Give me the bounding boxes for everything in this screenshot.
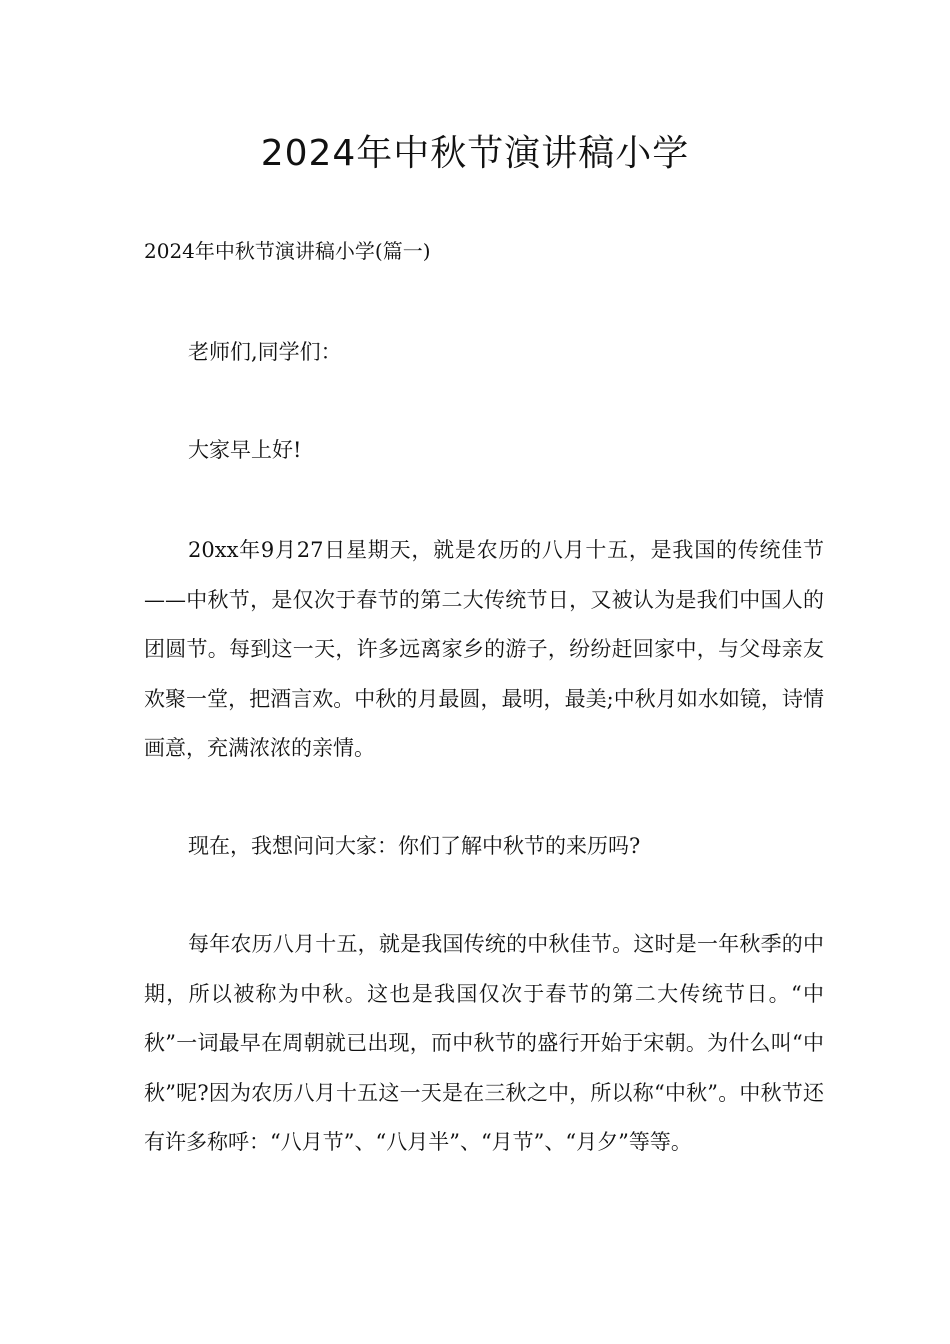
paragraph-greeting: 老师们,同学们： (188, 340, 342, 364)
paragraph-morning: 大家早上好! (188, 438, 302, 462)
section-subtitle: 2024年中秋节演讲稿小学(篇一) (144, 239, 431, 263)
paragraph-question: 现在，我想问问大家：你们了解中秋节的来历吗? (188, 834, 641, 858)
paragraph-history: 每年农历八月十五，就是我国传统的中秋佳节。这时是一年秋季的中期，所以被称为中秋。这也是我国仅次于春节的第二大传统节日。“中秋”一词最早在周朝就已出现，而中秋节的盛行开始于宋朝。为什么叫“中秋”呢?因为农历八月十五这一天是在三秋之中，所以称“中秋”。中秋节还有许多称呼：“八月节”、“八月半”、“月节”、“月夕”等等。 (144, 932, 824, 1154)
document-title: 2024年中秋节演讲稿小学 (260, 133, 690, 174)
paragraph-date: 20xx年9月27日星期天，就是农历的八月十五，是我国的传统佳节——中秋节，是仅次于春节的第二大传统节日，又被认为是我们中国人的团圆节。每到这一天，许多远离家乡的游子，纷纷赶回家中，与父母亲友欢聚一堂，把酒言欢。中秋的月最圆，最明，最美;中秋月如水如镜，诗情画意，充满浓浓的亲情。 (144, 538, 824, 760)
